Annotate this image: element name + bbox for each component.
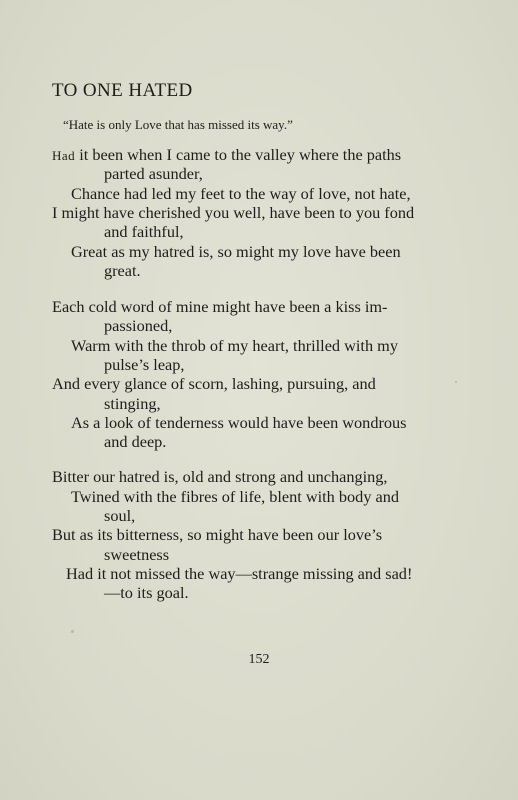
poem-line: I might have cherished you well, have been to you fond [52,203,415,222]
poem-line: Each cold word of mine might have been a kiss im- [52,297,388,316]
page-number: 152 [248,652,270,667]
poem-line: and faithful, [104,222,184,241]
poem-line: great. [104,261,141,280]
line-text: it been when I came to the valley where the paths [75,145,402,164]
poem-line: Warm with the throb of my heart, thrilled with my [71,336,398,355]
poem-line: sweetness [104,545,170,564]
poem-line: Great as my hatred is, so might my love have been [71,242,401,261]
poem-line: As a look of tenderness would have been wondrous [71,413,407,432]
poem-line: stinging, [104,394,161,413]
epigraph: “Hate is only Love that has missed its way.” [63,117,293,132]
drop-word: Had [52,148,76,163]
paper-speck [71,630,74,633]
poem-line: and deep. [104,432,167,451]
poem-line: —to its goal. [104,583,189,602]
poem-line: Chance had led my feet to the way of love, not hate, [71,184,411,203]
poem-line: pulse’s leap, [104,355,185,374]
poem-line: But as its bitterness, so might have been our love’s [52,525,383,544]
poem-line: passioned, [104,316,173,335]
poem-line: Twined with the fibres of life, blent with body and [71,487,400,506]
poem-line [52,147,401,163]
poem-title: TO ONE HATED [52,80,193,101]
poem-line: parted asunder, [104,164,203,183]
poem-line: Had it not missed the way—strange missing and sad! [66,564,413,583]
paper-speck [455,381,457,383]
poem-line: Bitter our hatred is, old and strong and unchanging, [52,467,388,486]
poem-line: soul, [104,506,136,525]
poem-line: And every glance of scorn, lashing, pursuing, and [52,374,376,393]
